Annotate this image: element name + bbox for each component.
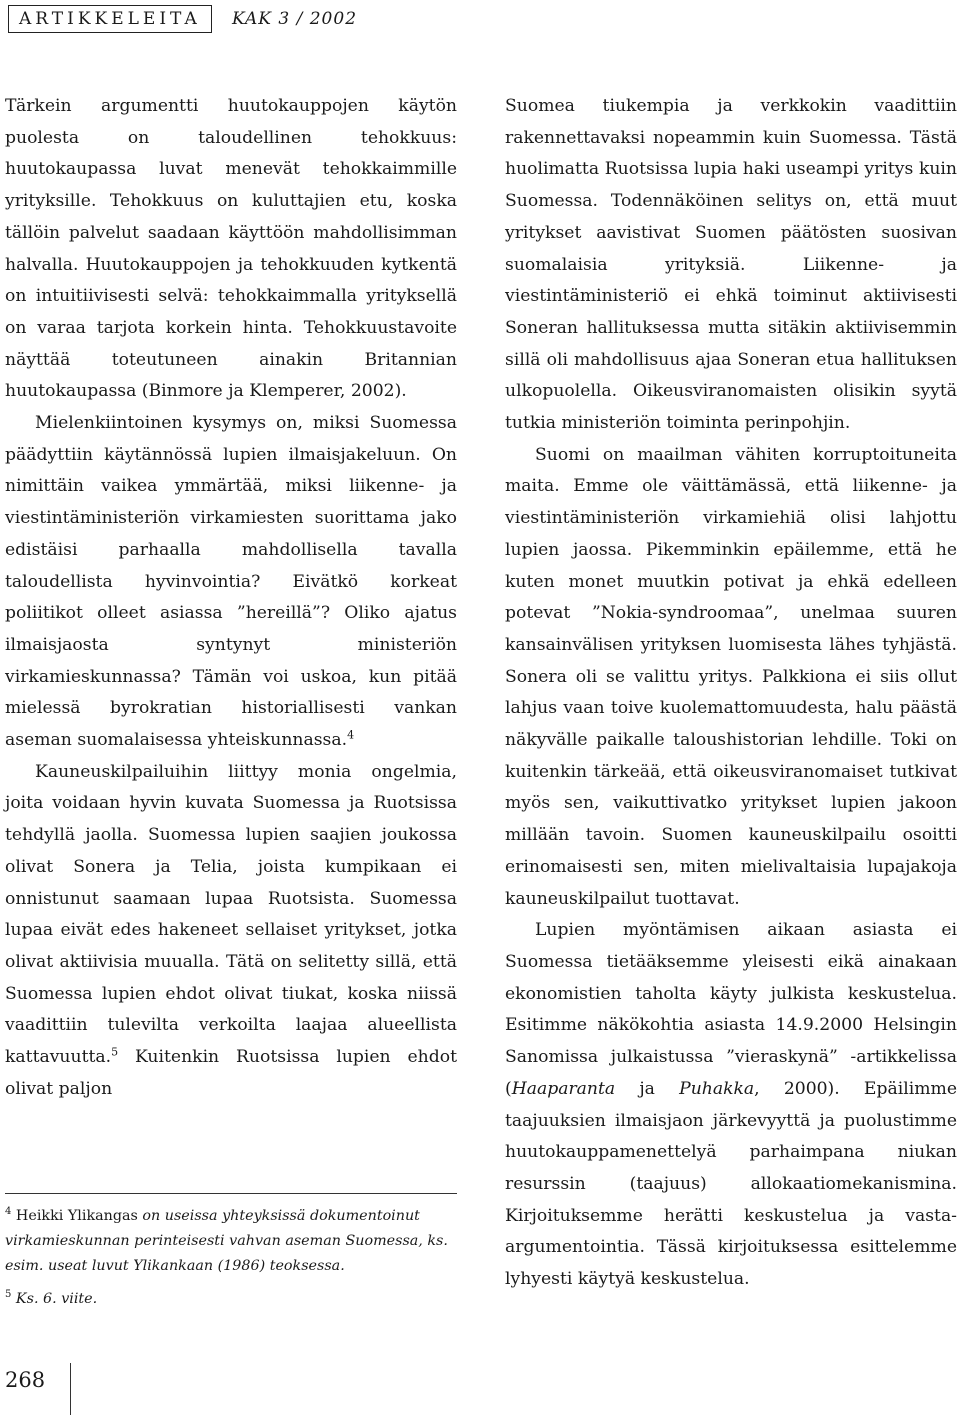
paragraph: Suomea tiukempia ja verkkokin vaadittiin rakennettavaksi nopeammin kuin Suomessa. Tästä huolimatta Ruotsissa lupia haki useampi yritys kuin Suomessa. Todennäköinen selitys on, että muut yritykset aavistivat Suomen päätösten suosivan suomalaisia yrityksiä. Liikenne- ja viestintäministeriö ei ehkä toiminut aktiivisesti Soneran hallituksessa mutta sitäkin aktiivisemmin sillä oli mahdollisuus ajaa Soneran etua hallituksen ulkopuolella. Oikeusviranomaisten olisikin syytä tutkia ministeriön toiminta perinpohjin.	[505, 96, 957, 434]
footnote	[5, 1204, 457, 1279]
footnote-ref[interactable]: 5	[111, 1045, 119, 1059]
paragraph	[505, 915, 957, 1295]
footnote-mark: 5	[5, 1289, 12, 1301]
paragraph-text: Kauneuskilpailuihin liittyy monia ongelmia, joita voidaan hyvin kuvata Suomessa ja Ruotsissa tehdyllä jaolla. Suomessa lupien saajien joukossa olivat Sonera ja Telia, joista kumpikaan ei onnistunut saamaan lupaa Ruotsista. Suomessa lupaa eivät edes hakeneet sellaiset yritykset, jotka olivat aktiivisia muualla. Tätä on selitetty sillä, että Suomessa lupien ehdot olivat tiukat, koska niissä vaadittiin tulevilta verkoilta laajaa alueellista kattavuutta.	[5, 761, 457, 1068]
footnote	[5, 1287, 457, 1312]
footnote-text: Ks. 6. viite.	[15, 1291, 98, 1307]
footnote-text: on useissa yhteyksissä dokumentoinut virkamieskunnan perinteisesti vahvan aseman Suomessa, ks. esim. useat luvut Ylikankaan (1986) teoksessa.	[5, 1208, 448, 1274]
paragraph	[5, 408, 457, 757]
paragraph-text: Lupien myöntämisen aikaan asiasta ei Suomessa tietääksemme yleisesti eikä ainakaan ekonomistien taholta käyty julkista keskustelua. Esitimme näkökohtia asiasta 14.9.2000 Helsingin Sanomissa julkaistussa ”vieraskynä” -artikkelissa (	[505, 920, 957, 1099]
right-column	[505, 91, 957, 1296]
footnote-mark: 4	[5, 1206, 12, 1218]
paragraph: Suomi on maailman vähiten korruptoituneita maita. Emme ole väittämässä, että liikenne- ja viestintäministeriön virkamiehiä olisi lahjottu lupien jaossa. Pikemminkin epäilemme, että he kuten monet muutkin potivat ja ehkä edelleen potevat ”Nokia-syndroomaa”, unelmaa suuren kansainvälisen yrityksen luomisesta lähes tyhjästä. Sonera oli se valittu yritys. Palkkiona ei siis ollut lahjus vaan toive kuolemattomuudesta, halu päästä näkyvälle paikalle taloushistorian lehdille. Toki on kuitenkin tärkeää, että oikeusviranomaiset tutkivat myös sen, vaikuttivatko yritykset lupien jakoon millään tavoin. Suomen kauneuskilpailu osoitti erinomaisesti sen, miten mielivaltaisia lupajakoja kauneuskilpailut tuottavat.	[505, 444, 957, 909]
left-column	[5, 91, 457, 1106]
paragraph-text: Mielenkiintoinen kysymys on, miksi Suomessa päädyttiin käytännössä lupien ilmaisjakeluun. On nimittäin vaikea ymmärtää, miksi liikenne- ja viestintäministeriön virkamiesten suorittama jako edistäisi parhaalla mahdollisella tavalla taloudellista hyvinvointia? Eivätkö korkeat poliitikot olleet asiassa ”hereillä”? Oliko ajatus ilmaisjaosta syntynyt ministeriön virkamieskunnassa? Tämän voi uskoa, kun pitää mielessä byrokratian historiallisesti vankan aseman suomalaisessa yhteiskunnassa.	[5, 413, 457, 751]
citation-author: Puhakka	[679, 1078, 755, 1099]
footnote-author: Heikki Ylikangas	[15, 1208, 138, 1224]
paragraph-text: , 2000). Epäilimme taajuuksien ilmaisjaon järkevyyttä ja puolustimme huutokauppamenettelyä parhaimpana niukan resurssin (taajuus) allokaatiomekanismina. Kirjoituksemme herätti keskustelua ja vasta-argumentointia. Tässä kirjoituksessa esittelemme lyhyesti käytyä keskustelua.	[505, 1078, 957, 1290]
issue-label: KAK 3 / 2002	[232, 9, 358, 29]
footnotes	[5, 1204, 457, 1320]
page-number: 268	[5, 1368, 46, 1392]
section-label: ARTIKKELEITA	[8, 5, 212, 33]
paragraph-text: Kuitenkin Ruotsissa lupien ehdot olivat paljon	[5, 1047, 457, 1099]
footnote-ref[interactable]: 4	[347, 728, 355, 742]
footnote-divider	[5, 1193, 457, 1194]
page-number-divider	[70, 1363, 71, 1415]
paragraph: Tärkein argumentti huutokauppojen käytön puolesta on taloudellinen tehokkuus: huutokaupassa luvat menevät tehokkaimmille yrityksille. Tehokkuus on kuluttajien etu, koska tällöin palvelut saadaan käyttöön mahdollisimman halvalla. Huutokauppojen ja tehokkuuden kytkentä on intuitiivisesti selvä: tehokkaimmalla yrityksellä on varaa tarjota korkein hinta. Tehokkuustavoite näyttää toteutuneen ainakin Britannian huutokaupassa (Binmore ja Klemperer, 2002).	[5, 96, 457, 402]
paragraph	[5, 757, 457, 1106]
paragraph-text: ja	[615, 1078, 680, 1099]
citation-author: Haaparanta	[511, 1078, 616, 1099]
